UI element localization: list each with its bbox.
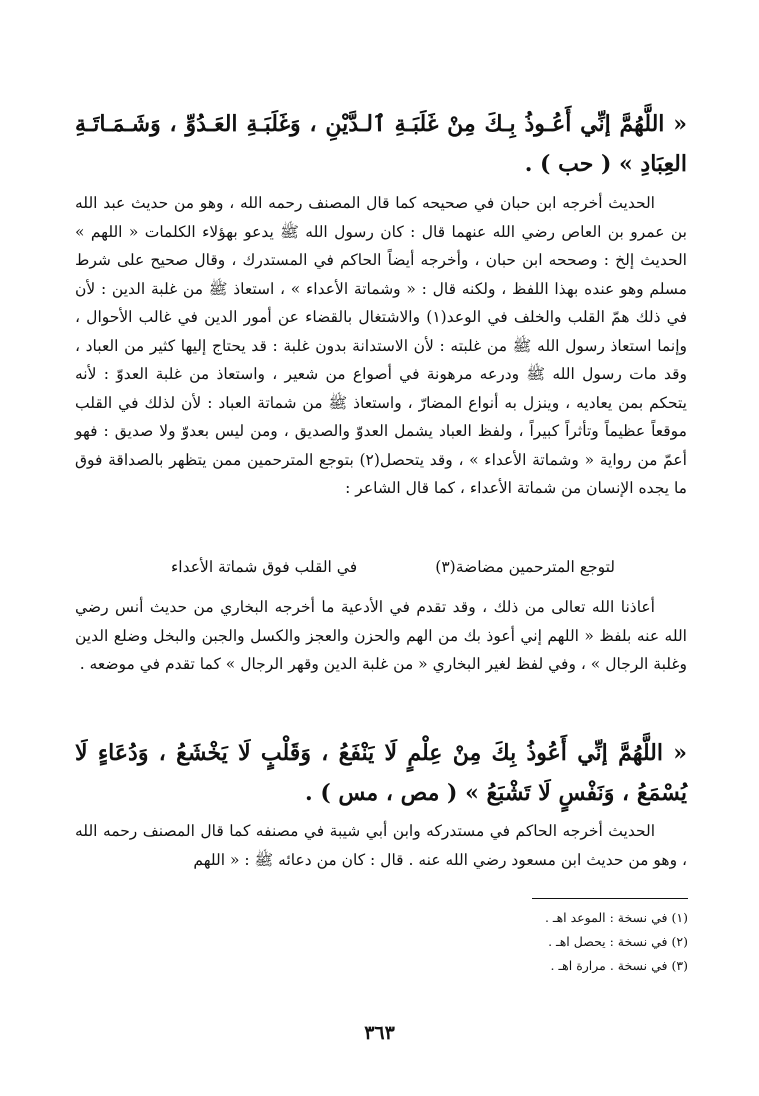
page-number: ٣٦٣	[364, 1022, 395, 1044]
hadith-text-1: « اللَّهُمَّ إنِّي أَعُـوذُ بِـكَ مِنْ غَلَبَـةِ ٱلـدَّيْنِ ، وَغَلَبَـةِ العَـدُوِّ ، وَشَـمَـاتَـةِ العِبَادِ » ( حب ) .	[75, 111, 687, 177]
footnotes	[460, 906, 688, 978]
commentary-paragraph-3: الحديث أخرجه الحاكم في مستدركه وابن أبي شيبة في مصنفه كما قال المصنف رحمه الله ، وهو من حديث ابن مسعود رضي الله عنه . قال : كان من دعائه ﷺ : « اللهم	[75, 822, 687, 869]
footnote-item: (١) في نسخة : الموعد اهـ .	[544, 910, 688, 925]
poetry-verse	[75, 552, 687, 582]
verse-second-hemistich: في القلب فوق شماتة الأعداء	[171, 558, 358, 576]
footnote-separator	[532, 898, 688, 899]
footnote-item: (٢) في نسخة : يحصل اهـ .	[548, 934, 688, 949]
footnote-item: (٣) في نسخة . مرارة اهـ .	[550, 958, 688, 973]
hadith-text-2: « اللَّهُمَّ إنِّي أَعُوذُ بِكَ مِنْ عِلْمٍ لَا يَنْفَعُ ، وَقَلْبٍ لَا يَخْشَعُ ، وَدُعَاءٍ لَا يُسْمَعُ ، وَنَفْسٍ لَا تَشْبَعُ » ( مص ، مس ) .	[75, 740, 687, 806]
commentary-paragraph-2: أعاذنا الله تعالى من ذلك ، وقد تقدم في الأدعية ما أخرجه البخاري من حديث أنس رضي الله عنه بلفظ « اللهم إني أعوذ بك من الهم والحزن والعجز والكسل والجبن والبخل وضلع الدين وغلبة الرجال » ، وفي لفظ لغير البخاري « من غلبة الدين وقهر الرجال » كما تقدم في موضعه .	[75, 598, 687, 673]
verse-first-hemistich: لتوجع المترحمين مضاضة(٣)	[435, 558, 615, 576]
commentary-paragraph-1: الحديث أخرجه ابن حبان في صحيحه كما قال المصنف رحمه الله ، وهو من حديث عبد الله بن عمرو بن العاص رضي الله عنهما قال : كان رسول الله ﷺ يدعو بهؤلاء الكلمات « اللهم » الحديث إلخ : وصححه ابن حبان ، وأخرجه أيضاً الحاكم في المستدرك ، وقال صحيح على شرط مسلم وهو عنده بهذا اللفظ ، ولكنه قال : « وشماتة الأعداء » ، استعاذ ﷺ من غلبة الدين : لأن في ذلك همّ القلب والخلف في الوعد(١) والاشتغال بالقضاء عن أمور الدين في غالب الأحوال ، وإنما استعاذ رسول الله ﷺ من غلبته : لأن الاستدانة بدون غلبة : قد يحتاج إليها كثير من العباد ، وقد مات رسول الله ﷺ ودرعه مرهونة في أصواع من شعير ، واستعاذ من غلبة العدوّ : لأنه يتحكم بمن يعاديه ، وينزل به أنواع المضارّ ، واستعاذ ﷺ من شماتة العباد : لأن لذلك في القلب موقعاً عظيماً وتأثراً كبيراً ، ولفظ العباد يشمل العدوّ والصديق ، ومن ليس بعدوّ ولا صديق : فهو أعمّ من رواية « وشماتة الأعداء » ، وقد يتحصل(٢) بتوجع المترحمين ممن يتظهر بالصداقة فوق ما يجده الإنسان من شماتة الأعداء ، كما قال الشاعر :	[75, 194, 687, 497]
